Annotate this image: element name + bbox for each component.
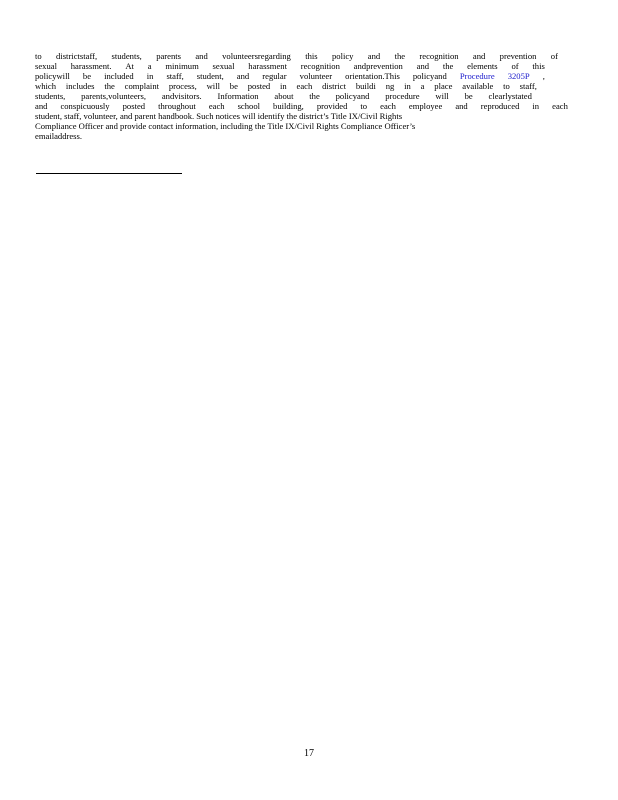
- word: recognition: [300, 61, 340, 71]
- word: to: [503, 81, 510, 91]
- word: will: [435, 91, 449, 101]
- word: building,: [273, 101, 304, 111]
- word: place: [434, 81, 453, 91]
- word: in: [404, 81, 411, 91]
- word: student,: [196, 71, 224, 81]
- word: staff,: [519, 81, 537, 91]
- word: which: [35, 81, 57, 91]
- word: district: [322, 81, 346, 91]
- word: a: [420, 81, 425, 91]
- page-number: 17: [304, 748, 314, 759]
- word: throughout: [158, 101, 196, 111]
- word: includes: [65, 81, 95, 91]
- word: parents,volunteers,: [81, 91, 147, 101]
- word: provided: [316, 101, 348, 111]
- word: and: [195, 51, 208, 61]
- word: sexual: [212, 61, 235, 71]
- procedure-link[interactable]: 3205P: [507, 71, 530, 81]
- word: staff,: [166, 71, 184, 81]
- word: complaint: [124, 81, 160, 91]
- word: harassment.: [70, 61, 112, 71]
- word: posted: [122, 101, 146, 111]
- word: available: [462, 81, 494, 91]
- word: districtstaff,: [56, 51, 98, 61]
- word: procedure: [385, 91, 420, 101]
- word: ng: [385, 81, 395, 91]
- word: to: [35, 51, 42, 61]
- word: harassment: [248, 61, 287, 71]
- word: each: [208, 101, 225, 111]
- word: regular: [262, 71, 287, 81]
- word: school: [237, 101, 261, 111]
- word: ,: [542, 71, 545, 81]
- word: parents: [156, 51, 182, 61]
- word: policyand: [335, 91, 370, 101]
- word: of: [511, 61, 519, 71]
- word: conspicuously: [60, 101, 110, 111]
- word: each: [380, 101, 396, 111]
- word: each: [552, 101, 568, 111]
- word: be: [464, 91, 473, 101]
- word: emailaddress.: [35, 131, 83, 141]
- word: clearlystated: [488, 91, 532, 101]
- word: and: [236, 71, 250, 81]
- word: the: [309, 91, 320, 101]
- procedure-link[interactable]: Procedure: [459, 71, 495, 81]
- word: will: [206, 81, 220, 91]
- word: the: [104, 81, 115, 91]
- word: of: [550, 51, 558, 61]
- word: students,: [35, 91, 66, 101]
- word: prevention: [499, 51, 537, 61]
- word: a: [147, 61, 152, 71]
- word: sexual: [35, 61, 57, 71]
- word: orientation.This: [345, 71, 400, 81]
- word: volunteer: [299, 71, 333, 81]
- word: each: [296, 81, 313, 91]
- word: At: [125, 61, 134, 71]
- word: elements: [467, 61, 498, 71]
- word: andvisitors.: [161, 91, 202, 101]
- word: be: [229, 81, 238, 91]
- word: policywill: [35, 71, 70, 81]
- word: to: [360, 101, 368, 111]
- word: andprevention: [353, 61, 403, 71]
- word: student, staff, volunteer, and parent handbook. Such notices will identify the district’s Title IX/Civil Rights: [35, 111, 403, 121]
- word: and: [367, 51, 381, 61]
- word: posted: [247, 81, 271, 91]
- text-line-8: [35, 121, 415, 132]
- word: Information: [217, 91, 259, 101]
- footnote-separator: [36, 173, 182, 174]
- word: recognition: [419, 51, 459, 61]
- word: and: [472, 51, 486, 61]
- word: in: [280, 81, 287, 91]
- word: policy: [331, 51, 354, 61]
- word: employee: [408, 101, 443, 111]
- word: included: [104, 71, 134, 81]
- word: the: [394, 51, 406, 61]
- word: the: [442, 61, 454, 71]
- word: reproduced: [480, 101, 520, 111]
- text-line-9: [35, 131, 82, 142]
- word: this: [305, 51, 318, 61]
- word: this: [532, 61, 545, 71]
- word: students,: [111, 51, 142, 61]
- word: be: [82, 71, 92, 81]
- word: about: [274, 91, 294, 101]
- word: policyand: [412, 71, 447, 81]
- word: minimum: [165, 61, 199, 71]
- word: volunteersregarding: [222, 51, 291, 61]
- word: and: [455, 101, 468, 111]
- word: process,: [168, 81, 197, 91]
- word: in: [146, 71, 154, 81]
- word: Compliance Officer and provide contact information, including the Title IX/Civil Rights Compliance Officer’s: [35, 121, 416, 131]
- word: and: [416, 61, 430, 71]
- word: in: [532, 101, 540, 111]
- word: and: [35, 101, 48, 111]
- word: buildi: [355, 81, 376, 91]
